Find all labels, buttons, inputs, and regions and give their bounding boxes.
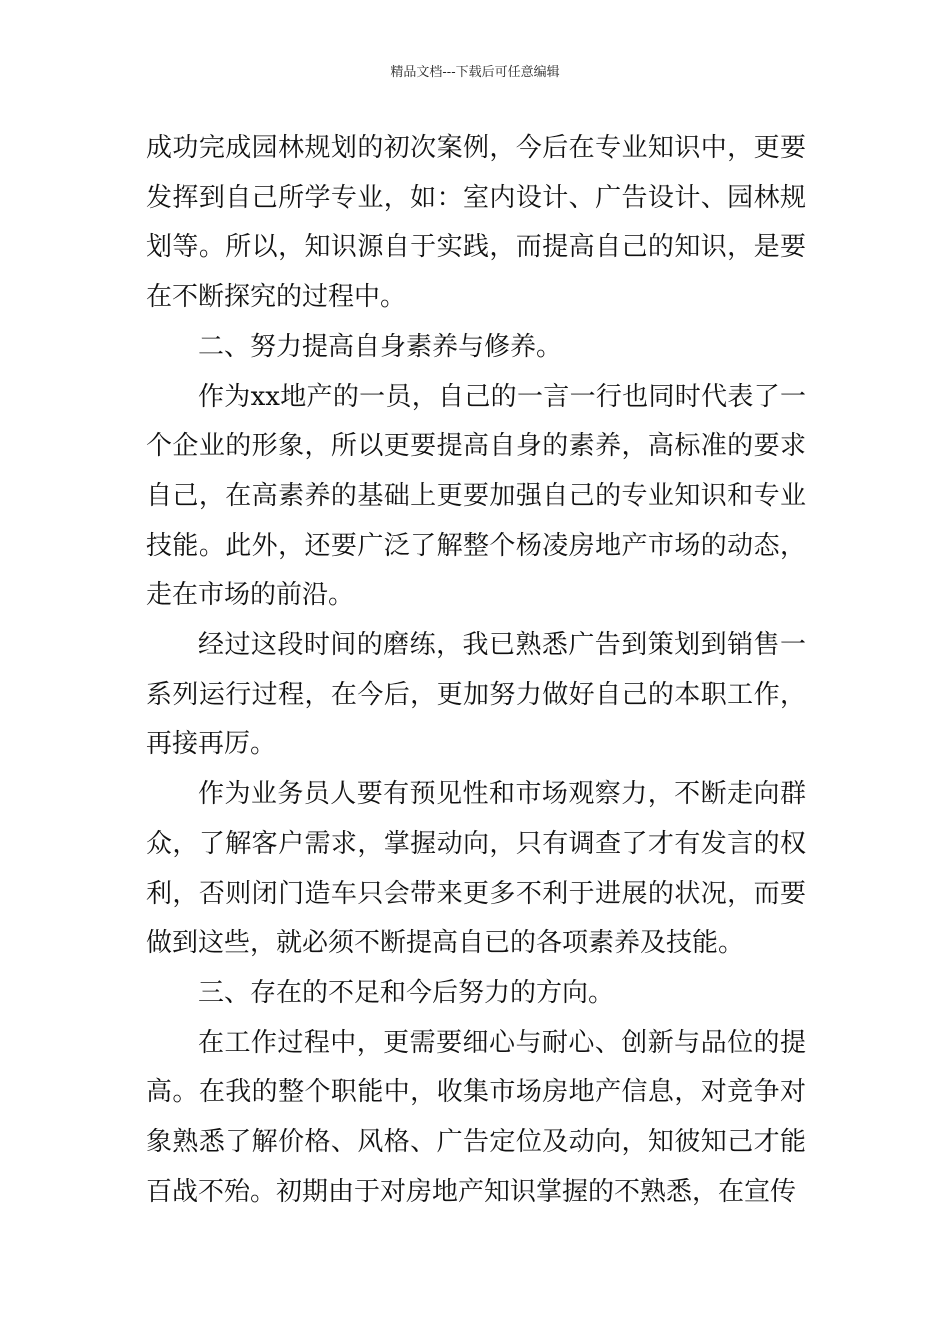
paragraph-continuation: 成功完成园林规划的初次案例，今后在专业知识中，更要发挥到自己所学专业，如：室内设计、广告设计、园林规划等。所以，知识源自于实践，而提高自己的知识，是要在不断探究的过程中。 xyxy=(146,133,806,313)
paragraph: 作为xx地产的一员，自己的一言一行也同时代表了一个企业的形象，所以更要提高自身的素养，高标准的要求自己，在高素养的基础上更要加强自己的专业知识和专业技能。此外，还要广泛了解整个杨凌房地产市场的动态，走在市场的前沿。 xyxy=(146,381,806,611)
paragraph: 在工作过程中，更需要细心与耐心、创新与品位的提高。在我的整个职能中，收集市场房地产信息，对竞争对象熟悉了解价格、风格、广告定位及动向，知彼知己才能百战不殆。初期由于对房地产知识掌握的不熟悉，在宣传 xyxy=(146,1027,806,1207)
page-header: 精品文档---下载后可任意编辑 xyxy=(390,65,560,80)
paragraph: 经过这段时间的磨练，我已熟悉广告到策划到销售一系列运行过程，在今后，更加努力做好自己的本职工作，再接再厉。 xyxy=(146,630,806,760)
section-heading-3: 三、存在的不足和今后努力的方向。 xyxy=(198,977,615,1008)
paragraph: 作为业务员人要有预见性和市场观察力，不断走向群众，了解客户需求，掌握动向，只有调查了才有发言的权利，否则闭门造车只会带来更多不利于进展的状况，而要做到这些，就必须不断提高自已的各项素养及技能。 xyxy=(146,779,806,959)
section-heading-2: 二、努力提高自身素养与修养。 xyxy=(198,331,563,362)
document-body xyxy=(146,124,806,1217)
